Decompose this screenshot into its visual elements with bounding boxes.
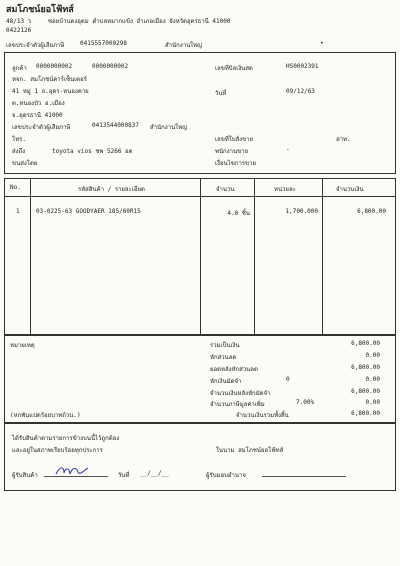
receiver-signature — [54, 462, 98, 480]
summary-value-after-deposit: 6,800.00 — [351, 388, 380, 395]
amount-in-words: (หกพันแปดร้อยบาทถ้วน.) — [10, 412, 81, 419]
bill-no: HS0002391 — [286, 63, 319, 70]
summary-label-total: รวมเป็นเงิน — [210, 342, 240, 349]
deliver-label: ส่งถึง — [12, 148, 26, 155]
col-divider-3 — [254, 178, 255, 335]
sales-label: พนักงานขาย — [215, 148, 249, 155]
bill-label: เลขที่บิลเงินสด — [215, 65, 253, 72]
header-qty: จำนวน — [216, 186, 235, 193]
dot-mark: • — [320, 40, 324, 47]
authorized-label: ผู้รับมอบอำนาจ — [206, 472, 246, 479]
customer-code-2: 0000000002 — [92, 63, 129, 70]
customer-phone-label: โทร. — [12, 136, 27, 143]
customer-address-2: ต.หนองบัว อ.เมือง — [12, 100, 65, 107]
header-no: No. — [10, 184, 21, 191]
summary-value-vat: 0.00 — [365, 399, 380, 406]
ref-value: ลาท. — [336, 136, 351, 143]
receiver-label: ผู้รับสินค้า — [12, 472, 38, 479]
receive-date-blank: __/__/__ — [140, 470, 169, 477]
ship-label: ขนส่งโดย — [12, 160, 38, 167]
summary-value-grand-total: 6,800.00 — [351, 410, 380, 417]
summary-value-discount: 0.00 — [365, 352, 380, 359]
summary-label-grand-total: จำนวนเงินรวมทั้งสิ้น — [236, 412, 289, 419]
customer-address-1: 41 หมู่ 1 ถ.อุดร-หนองคาย — [12, 88, 89, 95]
header-amount: จำนวนเงิน — [336, 186, 364, 193]
receive-text-2: และอยู่ในสภาพเรียบร้อยทุกประการ — [12, 447, 103, 454]
company-branch: สำนักงานใหญ่ — [165, 42, 203, 49]
company-tax-id: 0415557000298 — [80, 40, 127, 47]
summary-value-total: 6,800.00 — [351, 340, 380, 347]
col-divider-1 — [30, 178, 31, 335]
summary-label-deposit: หักเงินมัดจำ — [210, 378, 242, 385]
deliver-value: toyota vios ชพ 5266 อด — [52, 148, 133, 155]
customer-branch: สำนักงานใหญ่ — [150, 124, 188, 131]
date-label: วันที่ — [215, 90, 227, 97]
customer-tax-label: เลขประจำตัวผู้เสียภาษี — [12, 124, 71, 131]
receive-date-label: วันที่ — [118, 472, 130, 479]
authorized-signature-line — [262, 476, 346, 477]
customer-tax-id: 0413544000837 — [92, 122, 139, 129]
company-name: สมโภชน์ยอโฟ้ทส์ — [6, 5, 74, 15]
row-amount: 6,800.00 — [357, 208, 386, 215]
col-divider-4 — [322, 178, 323, 335]
row-no: 1 — [16, 208, 20, 215]
summary-value-deposit: 0.00 — [365, 376, 380, 383]
row-desc: 03-0225-63 GOODYAER 185/60R15 — [36, 208, 141, 215]
term-label: เงื่อนไขการขาย — [215, 160, 257, 167]
header-desc: รหัสสินค้า / รายละเอียด — [78, 186, 145, 193]
company-address-no: 48/13 ว — [6, 18, 32, 25]
summary-label-discount: หักส่วนลด — [210, 354, 237, 361]
header-unit-price: หน่วยละ — [274, 186, 296, 193]
customer-name: หจก. สมโภชน์คาร์เซ็นเตอร์ — [12, 76, 87, 83]
company-address: ซอยบ้านดงอุดม ตำบลหมากแข้ง อำเภอเมือง จังหวัดอุดรธานี 41000 — [48, 18, 231, 25]
col-divider-2 — [200, 178, 201, 335]
company-tax-label: เลขประจำตัวผู้เสียภาษี — [6, 42, 65, 49]
note-label: หมายเหตุ — [10, 342, 35, 349]
date-value: 09/12/63 — [286, 88, 315, 95]
summary-label-after-deposit: จำนวนเงินหลังหักมัดจำ — [210, 390, 271, 397]
summary-value-after-discount: 6,800.00 — [351, 364, 380, 371]
customer-code-1: 0000000002 — [36, 63, 73, 70]
row-unit-price: 1,700.000 — [285, 208, 318, 215]
summary-extra-vat: 7.00% — [296, 399, 315, 406]
on-behalf-text: ในนาม สมโภชน์ยอโฟ้ทส์ — [216, 447, 284, 454]
company-phone: 0422126 — [6, 27, 32, 34]
summary-extra-deposit: 0 — [286, 376, 290, 383]
summary-label-vat: จำนวนภาษีมูลค่าเพิ่ม — [210, 401, 265, 408]
customer-address-3: จ.อุดรธานี 41000 — [12, 112, 63, 119]
summary-label-after-discount: ยอดหลังหักส่วนลด — [210, 366, 258, 373]
receive-text-1: ได้รับสินค้าตามรายการข้างบนนี้ไว้ถูกต้อง — [12, 435, 120, 442]
row-qty: 4.0 ชิ้น — [227, 210, 250, 217]
customer-code-label: ลูกค้า — [12, 65, 27, 72]
sales-value: - — [286, 146, 290, 153]
ref-label: เลขที่ใบสั่งขาย — [215, 136, 254, 143]
